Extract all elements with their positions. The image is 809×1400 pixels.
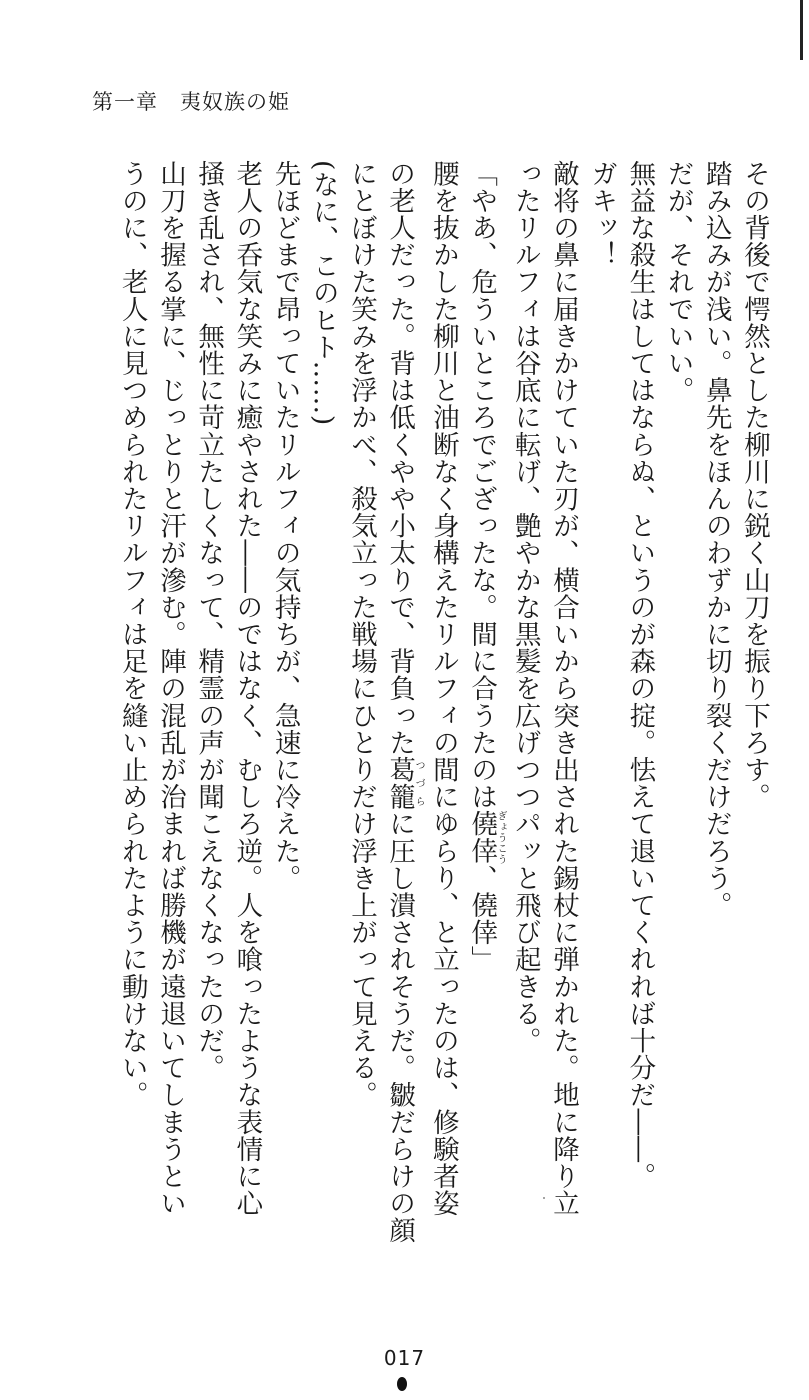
text-line-6: 敵将の鼻に届きかけていた刃が、横合いから突き出された錫杖に弾かれた。地に降り立 <box>547 160 579 1217</box>
page-dot-mark <box>397 1377 407 1391</box>
ruby-reading: つづら <box>413 756 425 811</box>
ruby-word: 僥倖ぎょうこう <box>466 810 507 865</box>
scan-speck <box>543 1197 545 1199</box>
text-line-13: 先ほどまで昂っていたリルフィの気持ちが、急速に冷えた。 <box>269 160 301 892</box>
text-line-7: ったリルフィは谷底に転げ、艶やかな黒髪を広げつつパッと飛び起きる。 <box>509 160 541 1055</box>
text-line-14: 老人の呑気な笑みに癒やされた――のではなく、むしろ逆。人を喰ったような表情に心 <box>231 160 263 1217</box>
text-line-8: 「やあ、危ういところでござったな。間に合うたのは僥倖ぎょうこう、僥倖」 <box>466 160 507 974</box>
text-line-5: ガキッ！ <box>586 160 618 269</box>
text-line-4: 無益な殺生はしてはならぬ、というのが森の掟。怯えて退いてくれれば十分だ――。 <box>624 160 656 1190</box>
ruby-reading: ぎょうこう <box>495 810 507 865</box>
text-line-17: うのに、老人に見つめられたリルフィは足を縫い止められたように動けない。 <box>116 160 148 1109</box>
running-head: 第一章 夷奴族の姫 <box>92 90 290 114</box>
text-line-9: 腰を抜かした柳川と油断なく身構えたリルフィの間にゆらり、と立ったのは、修験者姿 <box>427 160 459 1217</box>
text-line-2: 踏み込みが浅い。鼻先をほんのわずかに切り裂くだけだろう。 <box>700 160 732 919</box>
page-edge-line <box>800 0 803 60</box>
text-line-3: だが、それでいい。 <box>662 160 694 404</box>
body-text <box>113 160 773 1245</box>
text-line-12: (なに、このヒト……) <box>307 160 339 426</box>
text-line-16: 山刀を握る掌に、じっとりと汗が滲む。陣の混乱が治まれば勝機が遠退いてしまうとい <box>154 160 186 1217</box>
text-line-10: の老人だった。背は低くやや小太りで、背負った葛籠つづらに圧し潰されそうだ。皺だらけの顔 <box>384 160 425 1245</box>
ruby-word: 葛籠つづら <box>384 756 425 811</box>
text-line-15: 掻き乱され、無性に苛立たしくなって、精霊の声が聞こえなくなったのだ。 <box>193 160 225 1082</box>
text-line-11: にとぼけた笑みを浮かべ、殺気立った戦場にひとりだけ浮き上がって見える。 <box>345 160 377 1109</box>
text-line-1: その背後で愕然とした柳川に鋭く山刀を振り下ろす。 <box>739 160 770 811</box>
page-number: 017 <box>383 1346 426 1370</box>
